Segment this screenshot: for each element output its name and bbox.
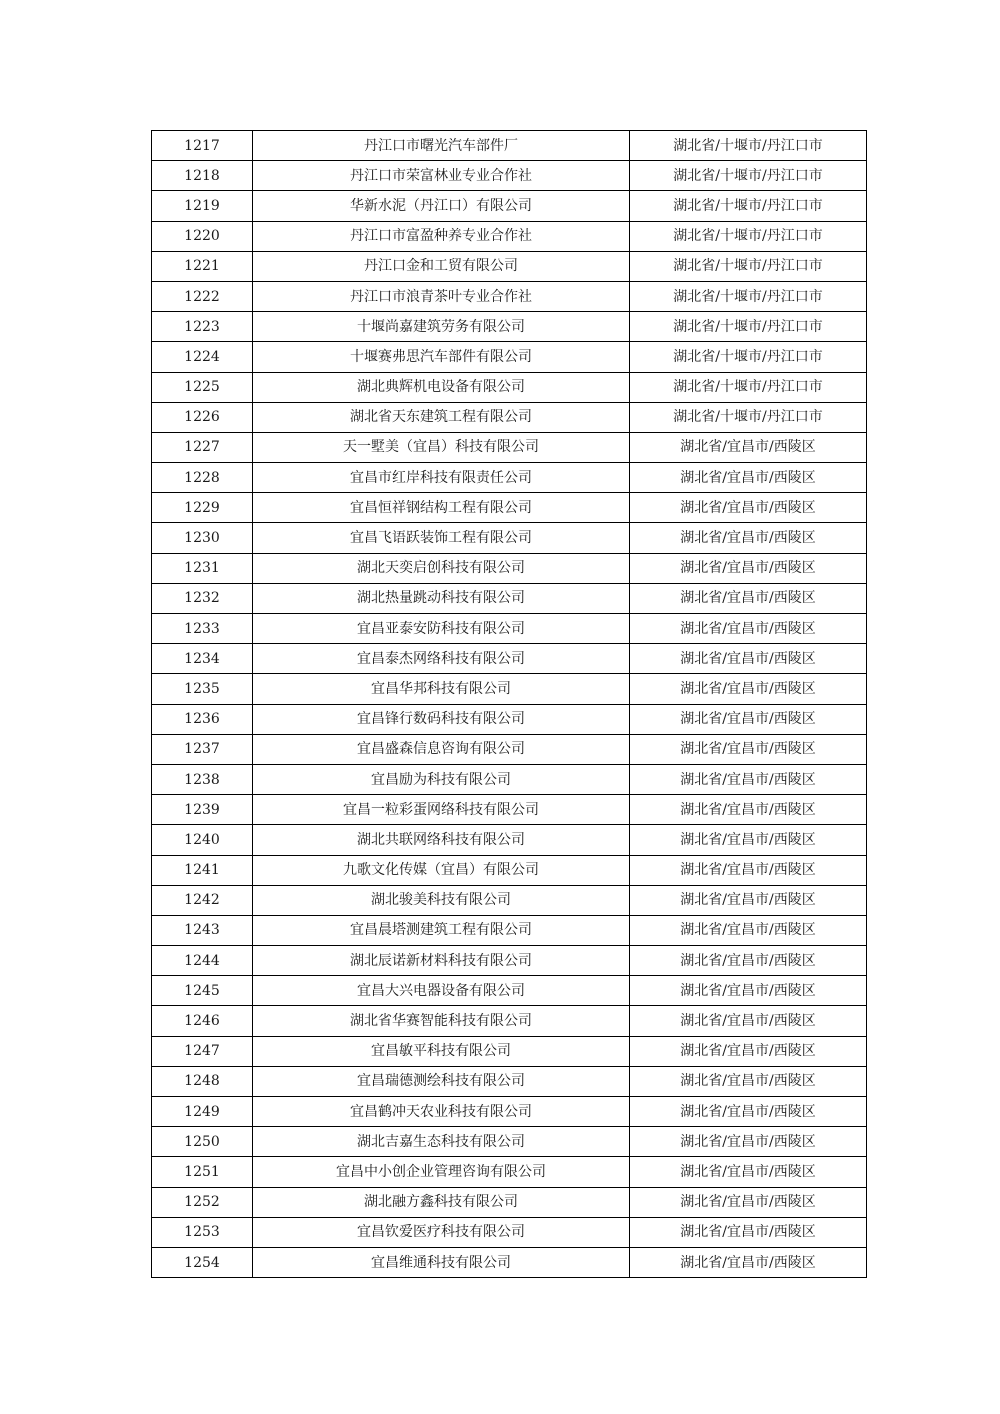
table-row (152, 614, 867, 644)
company-name-cell: 宜昌励为科技有限公司 (253, 764, 630, 794)
company-name-cell: 宜昌晨塔测建筑工程有限公司 (253, 915, 630, 945)
region-cell: 湖北省/宜昌市/西陵区 (630, 1097, 867, 1127)
region-cell: 湖北省/宜昌市/西陵区 (630, 1217, 867, 1247)
table-row (152, 493, 867, 523)
row-number-cell: 1222 (152, 281, 253, 311)
row-number-cell: 1227 (152, 432, 253, 462)
company-name-cell: 丹江口市荣富林业专业合作社 (253, 161, 630, 191)
company-name-cell: 宜昌盛森信息咨询有限公司 (253, 734, 630, 764)
table-row (152, 946, 867, 976)
table-row (152, 372, 867, 402)
table-row (152, 734, 867, 764)
table-row (152, 553, 867, 583)
table-row (152, 312, 867, 342)
region-cell: 湖北省/宜昌市/西陵区 (630, 1006, 867, 1036)
company-name-cell: 丹江口市浪青茶叶专业合作社 (253, 281, 630, 311)
region-cell: 湖北省/宜昌市/西陵区 (630, 915, 867, 945)
region-cell: 湖北省/宜昌市/西陵区 (630, 432, 867, 462)
table-row (152, 1217, 867, 1247)
company-name-cell: 湖北吉嘉生态科技有限公司 (253, 1127, 630, 1157)
company-name-cell: 宜昌亚泰安防科技有限公司 (253, 614, 630, 644)
company-name-cell: 湖北省天东建筑工程有限公司 (253, 402, 630, 432)
region-cell: 湖北省/十堰市/丹江口市 (630, 402, 867, 432)
table-row (152, 825, 867, 855)
table-row (152, 432, 867, 462)
row-number-cell: 1246 (152, 1006, 253, 1036)
company-name-cell: 宜昌中小创企业管理咨询有限公司 (253, 1157, 630, 1187)
company-name-cell: 湖北天奕启创科技有限公司 (253, 553, 630, 583)
row-number-cell: 1231 (152, 553, 253, 583)
table-row (152, 1127, 867, 1157)
region-cell: 湖北省/宜昌市/西陵区 (630, 583, 867, 613)
company-name-cell: 丹江口金和工贸有限公司 (253, 251, 630, 281)
company-name-cell: 十堰尚嘉建筑劳务有限公司 (253, 312, 630, 342)
company-name-cell: 丹江口市曙光汽车部件厂 (253, 131, 630, 161)
table-body (152, 131, 867, 1278)
region-cell: 湖北省/十堰市/丹江口市 (630, 312, 867, 342)
company-name-cell: 宜昌维通科技有限公司 (253, 1247, 630, 1277)
region-cell: 湖北省/宜昌市/西陵区 (630, 825, 867, 855)
row-number-cell: 1241 (152, 855, 253, 885)
table-row (152, 281, 867, 311)
row-number-cell: 1232 (152, 583, 253, 613)
row-number-cell: 1230 (152, 523, 253, 553)
company-name-cell: 宜昌瑞德测绘科技有限公司 (253, 1066, 630, 1096)
region-cell: 湖北省/宜昌市/西陵区 (630, 976, 867, 1006)
table-row (152, 251, 867, 281)
company-name-cell: 湖北骏美科技有限公司 (253, 885, 630, 915)
company-name-cell: 宜昌泰杰网络科技有限公司 (253, 644, 630, 674)
row-number-cell: 1226 (152, 402, 253, 432)
row-number-cell: 1233 (152, 614, 253, 644)
region-cell: 湖北省/宜昌市/西陵区 (630, 644, 867, 674)
table-row (152, 704, 867, 734)
row-number-cell: 1228 (152, 463, 253, 493)
row-number-cell: 1229 (152, 493, 253, 523)
table-row (152, 1006, 867, 1036)
row-number-cell: 1217 (152, 131, 253, 161)
company-name-cell: 湖北热量跳动科技有限公司 (253, 583, 630, 613)
table-row (152, 1066, 867, 1096)
region-cell: 湖北省/十堰市/丹江口市 (630, 372, 867, 402)
company-name-cell: 湖北融方鑫科技有限公司 (253, 1187, 630, 1217)
table-row (152, 161, 867, 191)
row-number-cell: 1235 (152, 674, 253, 704)
table-row (152, 674, 867, 704)
company-name-cell: 宜昌市红岸科技有限责任公司 (253, 463, 630, 493)
row-number-cell: 1219 (152, 191, 253, 221)
company-name-cell: 宜昌华邦科技有限公司 (253, 674, 630, 704)
row-number-cell: 1239 (152, 795, 253, 825)
row-number-cell: 1237 (152, 734, 253, 764)
row-number-cell: 1234 (152, 644, 253, 674)
region-cell: 湖北省/宜昌市/西陵区 (630, 523, 867, 553)
region-cell: 湖北省/宜昌市/西陵区 (630, 704, 867, 734)
table-row (152, 221, 867, 251)
table-row (152, 1247, 867, 1277)
company-name-cell: 十堰赛弗思汽车部件有限公司 (253, 342, 630, 372)
row-number-cell: 1238 (152, 764, 253, 794)
row-number-cell: 1243 (152, 915, 253, 945)
row-number-cell: 1247 (152, 1036, 253, 1066)
company-name-cell: 湖北省华赛智能科技有限公司 (253, 1006, 630, 1036)
row-number-cell: 1218 (152, 161, 253, 191)
region-cell: 湖北省/宜昌市/西陵区 (630, 795, 867, 825)
row-number-cell: 1224 (152, 342, 253, 372)
company-name-cell: 宜昌飞语跃装饰工程有限公司 (253, 523, 630, 553)
company-name-cell: 宜昌锋行数码科技有限公司 (253, 704, 630, 734)
table-row (152, 795, 867, 825)
table-row (152, 885, 867, 915)
row-number-cell: 1249 (152, 1097, 253, 1127)
region-cell: 湖北省/宜昌市/西陵区 (630, 855, 867, 885)
company-name-cell: 天一墅美（宜昌）科技有限公司 (253, 432, 630, 462)
region-cell: 湖北省/宜昌市/西陵区 (630, 885, 867, 915)
row-number-cell: 1252 (152, 1187, 253, 1217)
region-cell: 湖北省/宜昌市/西陵区 (630, 764, 867, 794)
row-number-cell: 1225 (152, 372, 253, 402)
region-cell: 湖北省/宜昌市/西陵区 (630, 1066, 867, 1096)
region-cell: 湖北省/宜昌市/西陵区 (630, 946, 867, 976)
table-row (152, 764, 867, 794)
table-row (152, 463, 867, 493)
region-cell: 湖北省/宜昌市/西陵区 (630, 493, 867, 523)
company-list-table (151, 130, 867, 1278)
row-number-cell: 1245 (152, 976, 253, 1006)
table-row (152, 1036, 867, 1066)
row-number-cell: 1242 (152, 885, 253, 915)
company-name-cell: 宜昌敏平科技有限公司 (253, 1036, 630, 1066)
region-cell: 湖北省/宜昌市/西陵区 (630, 614, 867, 644)
region-cell: 湖北省/十堰市/丹江口市 (630, 191, 867, 221)
row-number-cell: 1244 (152, 946, 253, 976)
row-number-cell: 1250 (152, 1127, 253, 1157)
region-cell: 湖北省/宜昌市/西陵区 (630, 1247, 867, 1277)
table-row (152, 523, 867, 553)
table-row (152, 402, 867, 432)
company-name-cell: 丹江口市富盈种养专业合作社 (253, 221, 630, 251)
table-row (152, 644, 867, 674)
table-row (152, 342, 867, 372)
region-cell: 湖北省/十堰市/丹江口市 (630, 221, 867, 251)
region-cell: 湖北省/宜昌市/西陵区 (630, 463, 867, 493)
table-row (152, 191, 867, 221)
table-row (152, 131, 867, 161)
company-name-cell: 宜昌大兴电器设备有限公司 (253, 976, 630, 1006)
row-number-cell: 1253 (152, 1217, 253, 1247)
row-number-cell: 1248 (152, 1066, 253, 1096)
company-name-cell: 宜昌鹤冲天农业科技有限公司 (253, 1097, 630, 1127)
row-number-cell: 1221 (152, 251, 253, 281)
region-cell: 湖北省/十堰市/丹江口市 (630, 281, 867, 311)
region-cell: 湖北省/十堰市/丹江口市 (630, 251, 867, 281)
region-cell: 湖北省/宜昌市/西陵区 (630, 1036, 867, 1066)
row-number-cell: 1254 (152, 1247, 253, 1277)
region-cell: 湖北省/宜昌市/西陵区 (630, 674, 867, 704)
company-name-cell: 九歌文化传媒（宜昌）有限公司 (253, 855, 630, 885)
region-cell: 湖北省/宜昌市/西陵区 (630, 1187, 867, 1217)
table-row (152, 855, 867, 885)
company-name-cell: 宜昌钦爱医疗科技有限公司 (253, 1217, 630, 1247)
table-row (152, 1097, 867, 1127)
table-row (152, 583, 867, 613)
region-cell: 湖北省/十堰市/丹江口市 (630, 131, 867, 161)
region-cell: 湖北省/宜昌市/西陵区 (630, 1127, 867, 1157)
company-name-cell: 宜昌一粒彩蛋网络科技有限公司 (253, 795, 630, 825)
company-name-cell: 湖北典辉机电设备有限公司 (253, 372, 630, 402)
table-row (152, 1157, 867, 1187)
region-cell: 湖北省/十堰市/丹江口市 (630, 161, 867, 191)
row-number-cell: 1251 (152, 1157, 253, 1187)
row-number-cell: 1236 (152, 704, 253, 734)
region-cell: 湖北省/宜昌市/西陵区 (630, 1157, 867, 1187)
table-row (152, 1187, 867, 1217)
company-name-cell: 湖北共联网络科技有限公司 (253, 825, 630, 855)
row-number-cell: 1220 (152, 221, 253, 251)
company-name-cell: 宜昌恒祥钢结构工程有限公司 (253, 493, 630, 523)
region-cell: 湖北省/宜昌市/西陵区 (630, 553, 867, 583)
company-name-cell: 华新水泥（丹江口）有限公司 (253, 191, 630, 221)
table-row (152, 976, 867, 1006)
region-cell: 湖北省/宜昌市/西陵区 (630, 734, 867, 764)
row-number-cell: 1223 (152, 312, 253, 342)
row-number-cell: 1240 (152, 825, 253, 855)
table-row (152, 915, 867, 945)
region-cell: 湖北省/十堰市/丹江口市 (630, 342, 867, 372)
company-name-cell: 湖北辰诺新材料科技有限公司 (253, 946, 630, 976)
